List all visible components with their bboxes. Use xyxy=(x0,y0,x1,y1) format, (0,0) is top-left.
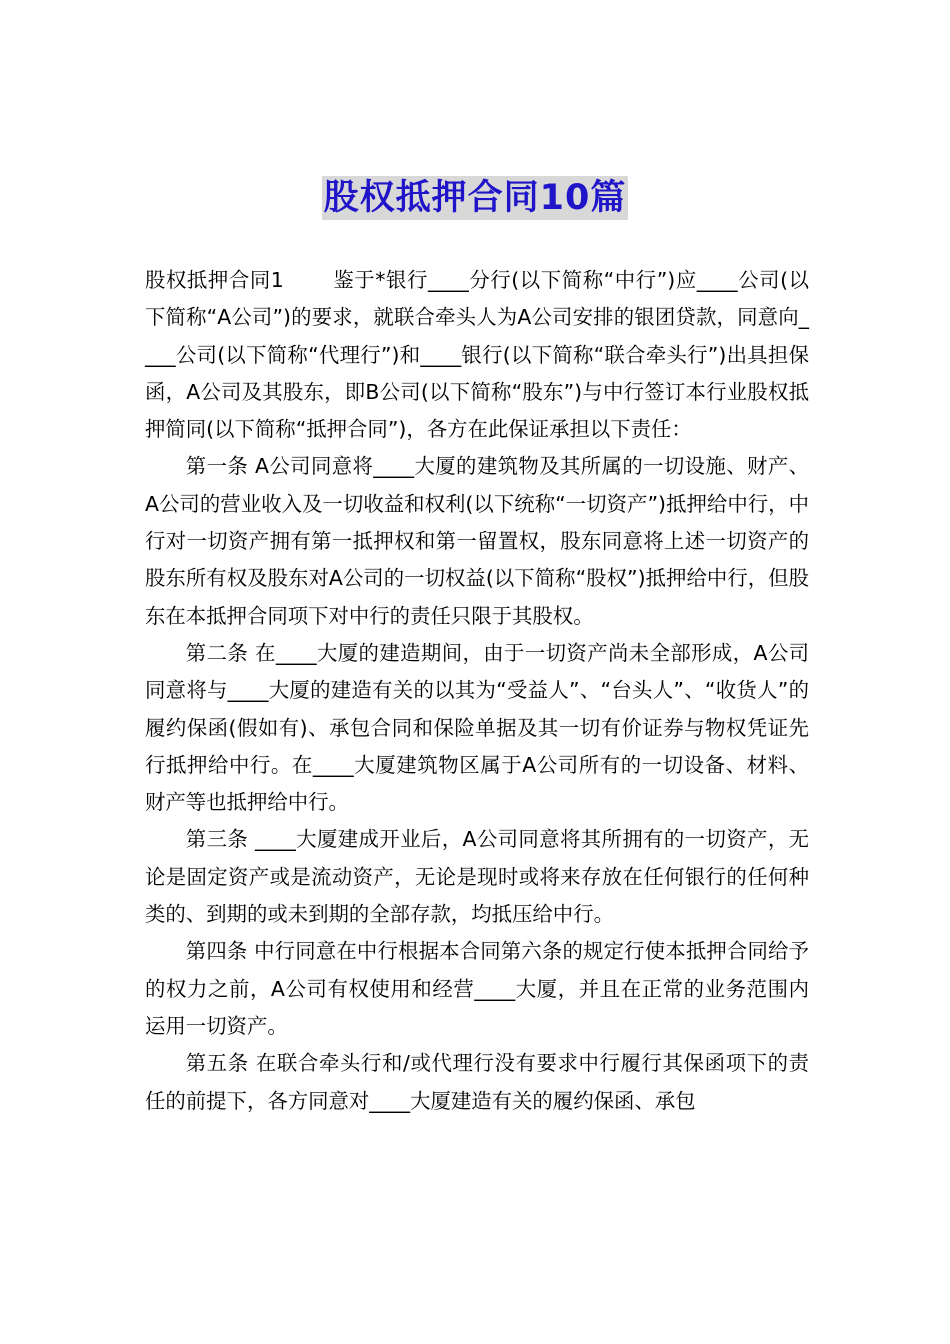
paragraph-article-5: 第五条 在联合牵头行和/或代理行没有要求中行履行其保函项下的责任的前提下，各方同意对____大厦建造有关的履约保函、承包 xyxy=(145,1051,809,1113)
paragraph-article-1: 第一条 A公司同意将____大厦的建筑物及其所属的一切设施、财产、A公司的营业收入及一切收益和权利(以下统称“一切资产”)抵押给中行，中行对一切资产拥有第一抵押权和第一留置权，股东同意将上述一切资产的股东所有权及股东对A公司的一切权益(以下简称“股权”)抵押给中行，但股东在本抵押合同项下对中行的责任只限于其股权。 xyxy=(145,454,809,628)
paragraph-article-4: 第四条 中行同意在中行根据本合同第六条的规定行使本抵押合同给予的权力之前，A公司有权使用和经营____大厦，并且在正常的业务范围内运用一切资产。 xyxy=(145,939,809,1038)
paragraph-preamble: 股权抵押合同1 鉴于*银行____分行(以下简称“中行”)应____公司(以下简称“A公司”)的要求，就联合牵头人为A公司安排的银团贷款，同意向____公司(以下简称“代理行”)和____银行(以下简称“联合牵头行”)出具担保函，A公司及其股东，即B公司(以下简称“股东”)与中行签订本行业股权抵押简同(以下简称“抵押合同”)，各方在此保证承担以下责任： xyxy=(145,268,809,442)
document-title: 股权抵押合同10篇 xyxy=(323,178,627,218)
title-container xyxy=(0,176,950,220)
document-body xyxy=(145,262,809,1120)
paragraph-article-3: 第三条 ____大厦建成开业后，A公司同意将其所拥有的一切资产，无论是固定资产或是流动资产，无论是现时或将来存放在任何银行的任何种类的、到期的或未到期的全部存款，均抵压给中行。 xyxy=(145,827,809,927)
paragraph-article-2: 第二条 在____大厦的建造期间，由于一切资产尚未全部形成，A公司同意将与____大厦的建造有关的以其为“受益人”、“台头人”、“收货人”的履约保函(假如有)、承包合同和保险单据及其一切有价证券与物权凭证先行抵押给中行。在____大厦建筑物区属于A公司所有的一切设备、材料、财产等也抵押给中行。 xyxy=(145,640,809,815)
